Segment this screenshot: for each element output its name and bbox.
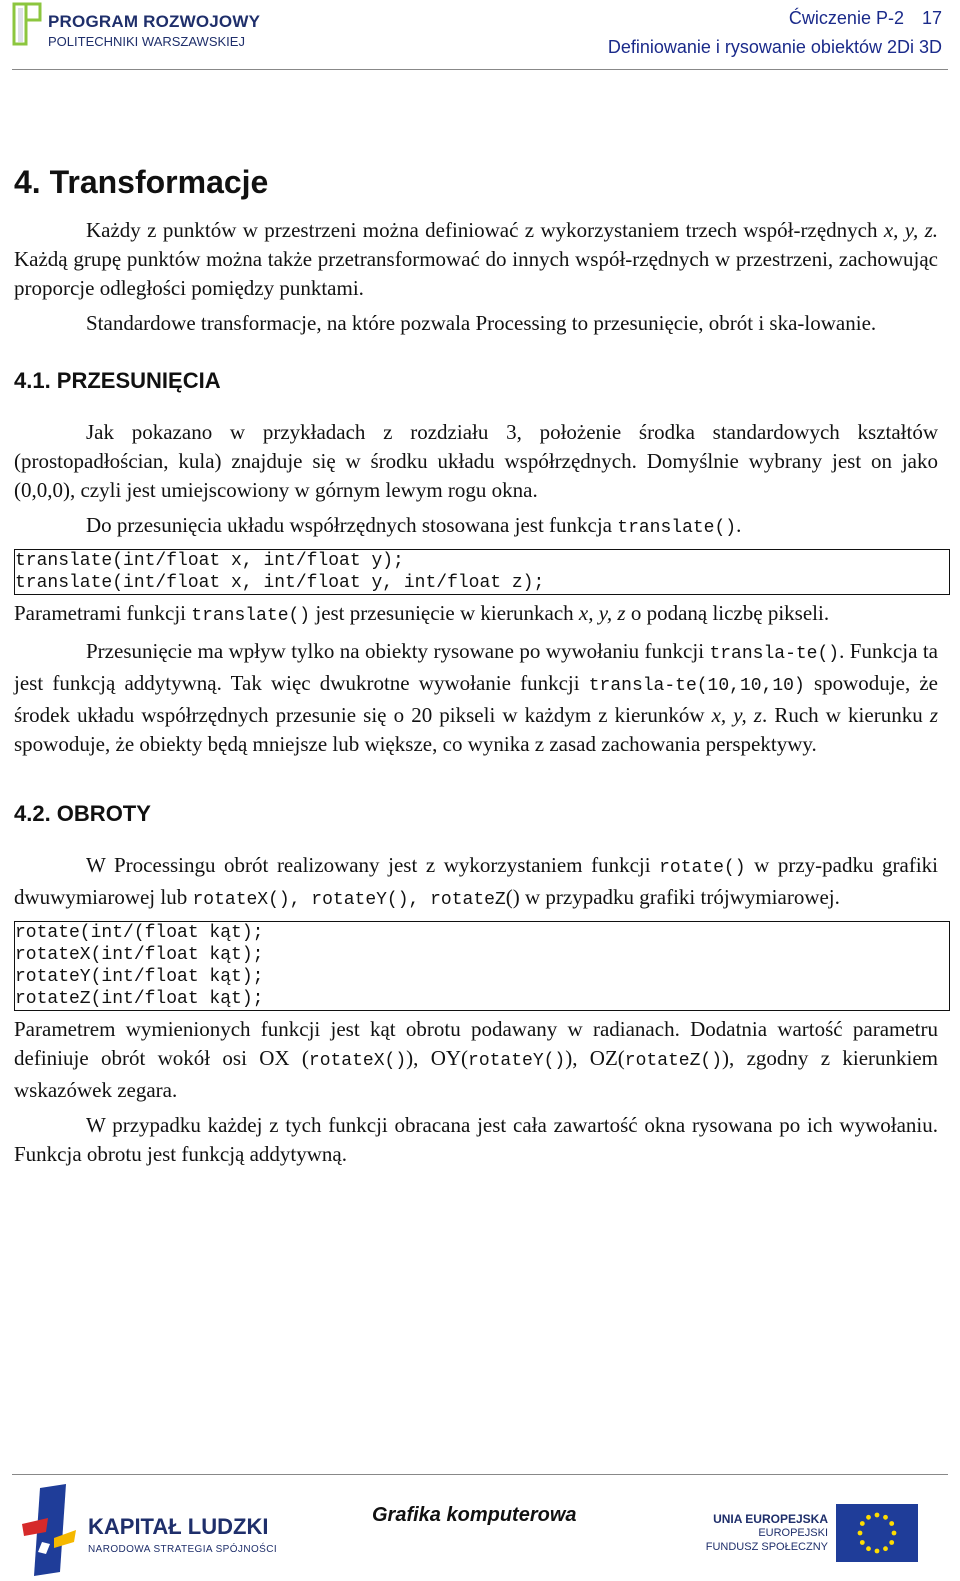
paragraph [14,511,938,543]
exercise-label: Ćwiczenie P-2 [788,8,904,28]
paragraph: Standardowe transformacje, na które pozwala Processing to przesunięcie, obrót i ska-lowanie. [86,311,877,335]
text: Do przesunięcia układu współrzędnych stosowana jest funkcja [86,513,618,537]
program-logo [12,2,262,52]
text-italic: x, y, z [711,703,762,727]
text: jest przesunięcie w kierunkach [310,601,579,625]
text: Każdą grupę punktów można także przetransformować do innych współ-rzędnych w przestrzeni, zachowując proporcje odległości pomiędzy punktami. [14,247,938,300]
header-subtitle: Definiowanie i rysowanie obiektów 2Di 3D [607,37,942,57]
text-italic: x, y, z [578,601,626,625]
text: . [736,513,742,537]
text: Parametrem wymienionych funkcji jest kąt obrotu podawany w radianach. Dodatnia wartość parametru definiuje obrót wokół osi OX ( [14,1017,938,1070]
paragraph [14,216,938,303]
paragraph [14,1015,938,1105]
text: w przy-padku grafiki dwuwymiarowej lub [14,853,938,909]
text-italic: x, y, z. [883,218,939,242]
section-title-4: 4. Transformacje [14,164,269,200]
text: o podaną liczbę pikseli. [625,601,830,625]
paragraph: Jak pokazano w przykładach z rozdziału 3, położenie środka standardowych kształtów (prostopadłościan, kula) znajduje się w środku układu współrzędnych. Domyślnie wybrany jest on jako (0,0,0), czyli jest umiejscowiony w górnym lewym rogu okna. [14,420,938,502]
inline-code: translate() [191,606,311,626]
text: . Funkcja ta jest funkcją addytywną. Tak więc dwukrotne wywołanie funkcji [14,639,938,695]
paragraph: W przypadku każdej z tych funkcji obracana jest cała zawartość okna rysowana po ich wywołaniu. Funkcja obrotu jest funkcją addytywną. [14,1113,938,1166]
paragraph [14,851,938,915]
eu-line1: UNIA EUROPEJSKA [713,1512,828,1526]
logo-line1: PROGRAM ROZWOJOWY [48,12,261,31]
inline-code: rotateZ() [624,1051,723,1071]
text: ), OZ( [565,1046,625,1070]
inline-code: rotate() [659,858,746,878]
inline-code: transla-te() [709,644,840,664]
page-content [14,150,938,1175]
header-divider [12,69,948,70]
eu-text [706,1512,828,1554]
text: ), zgodny z kierunkiem wskazówek zegara. [14,1046,938,1102]
eu-line2: EUROPEJSKI [758,1527,828,1539]
eu-line3: FUNDUSZ SPOŁECZNY [705,1541,828,1553]
kl-line2: NARODOWA STRATEGIA SPÓJNOŚCI [88,1544,278,1555]
kapital-ludzki-emblem-icon [20,1484,84,1576]
inline-code: rotateY() [468,1051,566,1071]
header-right [608,4,942,62]
page-header [0,0,960,72]
inline-code: rotateX() [308,1051,407,1071]
text: Parametrami funkcji [14,601,192,625]
text: ), OY( [406,1046,469,1070]
eu-flag-icon [836,1504,918,1562]
text: Każdy z punktów w przestrzeni można definiować z wykorzystaniem trzech współ-rzędnych [86,218,884,242]
kl-line1: KAPITAŁ LUDZKI [88,1514,269,1539]
section-title-4-1: 4.1. PRZESUNIĘCIA [14,368,221,393]
course-name: Grafika komputerowa [372,1504,577,1526]
section-title-4-2: 4.2. OBROTY [14,801,151,826]
paragraph [14,599,938,631]
code-block-translate: translate(int/float x, int/float y); translate(int/float x, int/float y, int/float z); [14,549,950,595]
inline-code: rotateX(), rotateY(), rotateZ [192,890,506,910]
text: () w przypadku grafiki trójwymiarowej. [505,885,840,909]
text: spowoduje, że środek układu współrzędnych przesunie się o 20 pikseli w każdym z kierunków [14,671,938,727]
text: Przesunięcie ma wpływ tylko na obiekty rysowane po wywołaniu funkcji [86,639,710,663]
program-logo-icon [12,2,44,48]
text: spowoduje, że obiekty będą mniejsze lub większe, co wynika z zasad zachowania perspektywy. [14,732,817,756]
footer-divider [12,1474,948,1475]
logo-line2: POLITECHNIKI WARSZAWSKIEJ [48,34,245,49]
eu-logo [704,1484,928,1574]
page-number: 17 [921,8,942,28]
text-italic: z [929,703,938,727]
kapital-ludzki-logo [20,1484,280,1578]
page-footer [0,1470,960,1581]
paragraph [14,637,938,759]
text: W Processingu obrót realizowany jest z wykorzystaniem funkcji [86,853,660,877]
inline-code: translate() [617,518,737,538]
code-block-rotate: rotate(int/(float kąt); rotateX(int/float kąt); rotateY(int/float kąt); rotateZ(int/float kąt); [14,921,950,1011]
inline-code: transla-te(10,10,10) [588,676,805,696]
text: . Ruch w kierunku [761,703,930,727]
